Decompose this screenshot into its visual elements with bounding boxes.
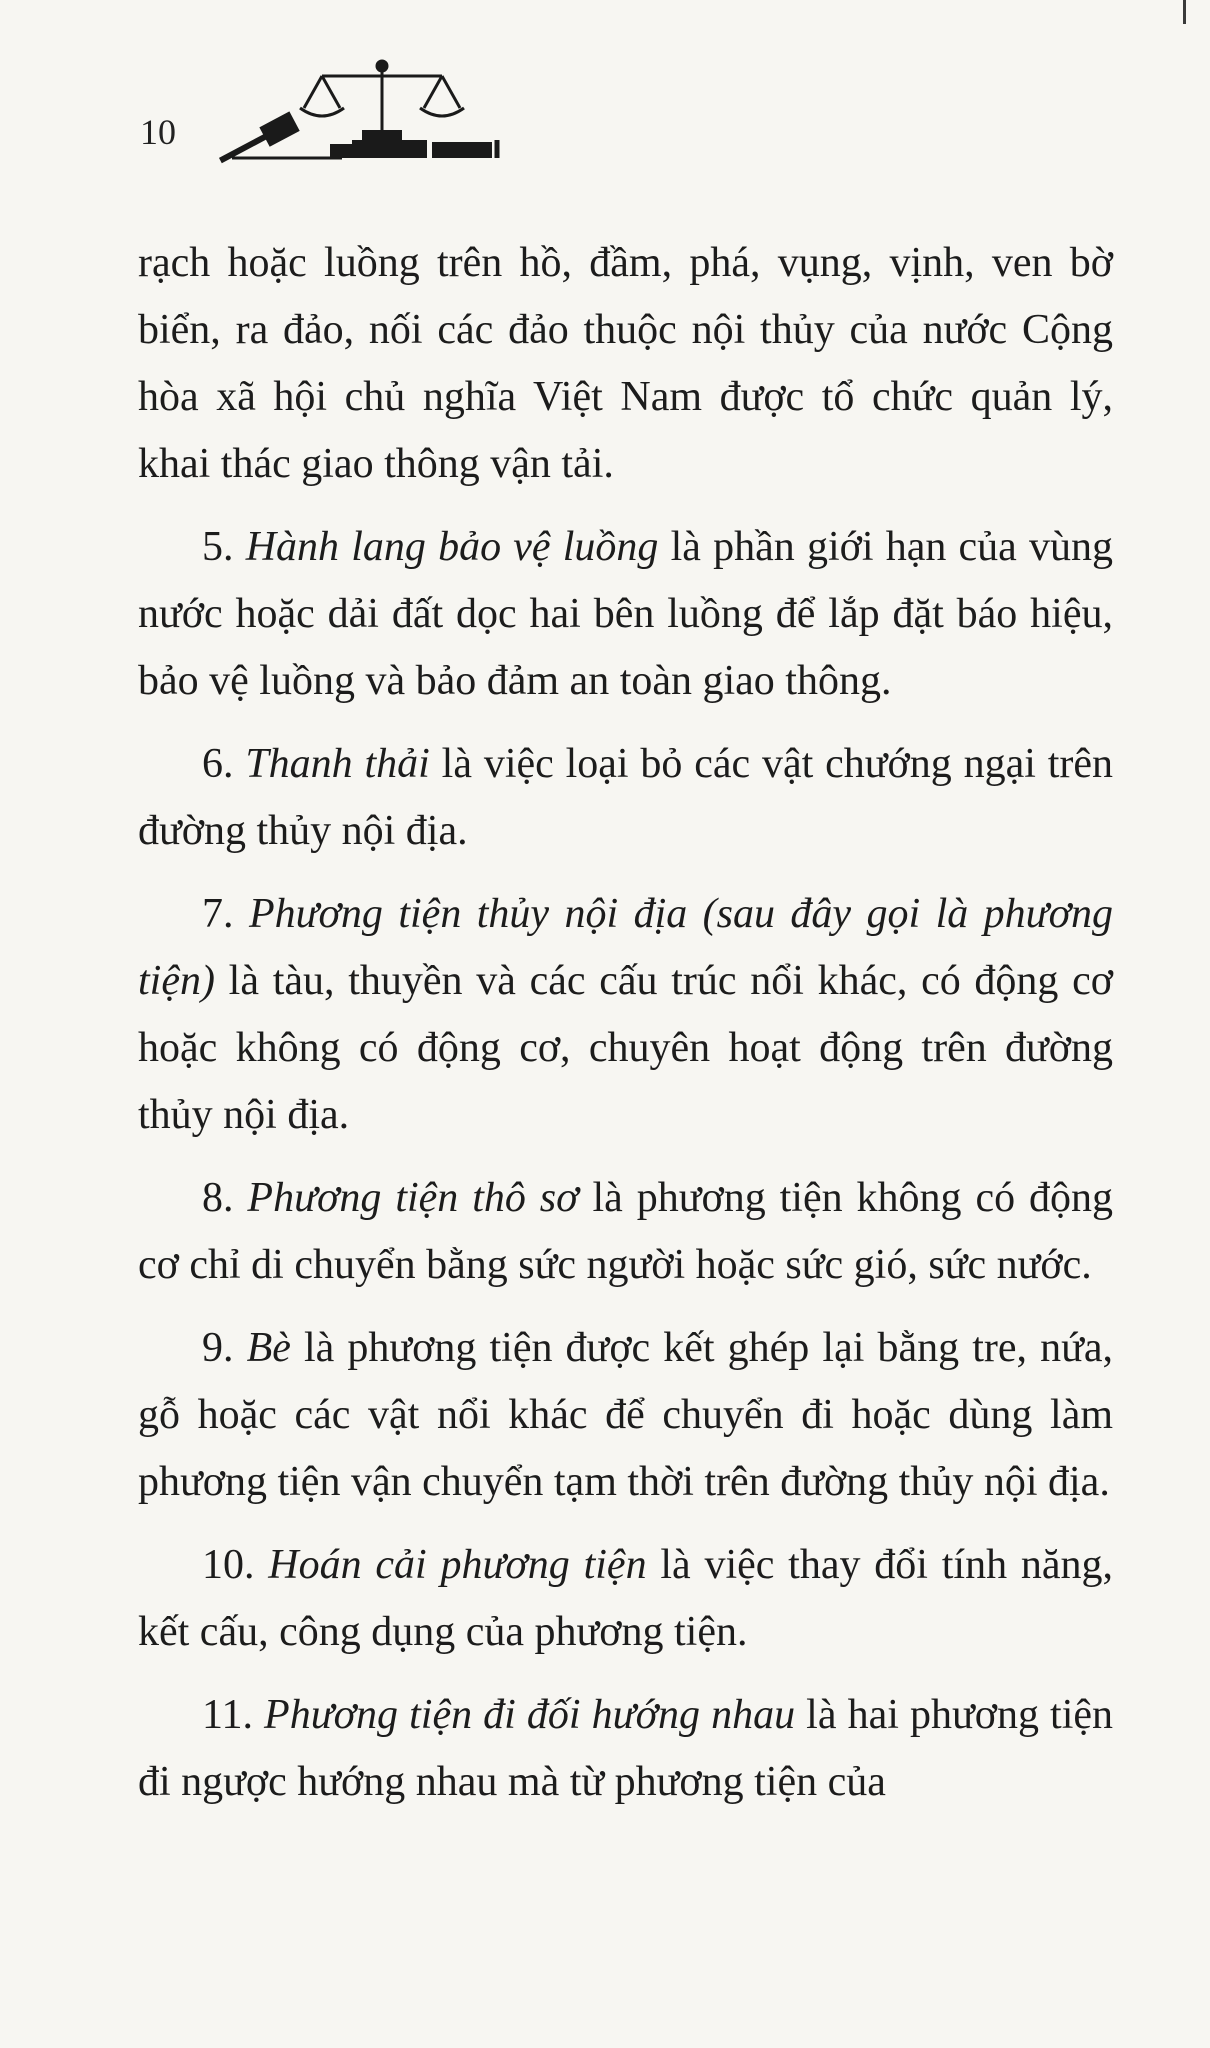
paragraph-item-11 <box>138 1682 1113 1816</box>
definition-text: là phần giới hạn của vùng nước hoặc dải đất dọc hai bên luồng để lắp đặt báo hiệu, bảo vệ luồng và bảo đảm an toàn giao thông. <box>138 524 1114 704</box>
item-number: 6. <box>202 741 234 787</box>
paragraph-continued <box>138 230 1113 498</box>
definition-text: là phương tiện được kết ghép lại bằng tre, nứa, gỗ hoặc các vật nổi khác để chuyển đi hoặc dùng làm phương tiện vận chuyển tạm thời trên đường thủy nội địa. <box>138 1325 1114 1505</box>
item-number: 10. <box>202 1542 255 1588</box>
defined-term: Phương tiện thô sơ <box>247 1175 579 1221</box>
paragraph-item-6 <box>138 731 1113 865</box>
defined-term: Hoán cải phương tiện <box>268 1542 647 1588</box>
item-number: 8. <box>202 1175 234 1221</box>
scan-edge-mark <box>1183 0 1186 24</box>
definition-text: là phương tiện không có động cơ chỉ di chuyển bằng sức người hoặc sức gió, sức nước. <box>138 1175 1114 1288</box>
definition-text: là việc thay đổi tính năng, kết cấu, công dụng của phương tiện. <box>138 1542 1113 1655</box>
item-number: 11. <box>202 1692 253 1738</box>
defined-term: Phương tiện thủy nội địa (sau đây gọi là phương tiện) <box>138 891 1114 1004</box>
definition-text: là việc loại bỏ các vật chướng ngại trên đường thủy nội địa. <box>138 741 1113 854</box>
paragraph-text: rạch hoặc luồng trên hồ, đầm, phá, vụng, vịnh, ven bờ biển, ra đảo, nối các đảo thuộc nội thủy của nước Cộng hòa xã hội chủ nghĩa Việt Nam được tổ chức quản lý, khai thác giao thông vận tải. <box>138 240 1113 487</box>
item-number: 9. <box>202 1325 234 1371</box>
scales-of-justice-and-gavel-icon <box>212 58 512 168</box>
defined-term: Thanh thải <box>245 741 430 787</box>
paragraph-item-7 <box>138 881 1113 1149</box>
item-number: 5. <box>202 524 234 570</box>
definition-text: là tàu, thuyền và các cấu trúc nổi khác, có động cơ hoặc không có động cơ, chuyên hoạt động trên đường thủy nội địa. <box>138 958 1113 1138</box>
paragraph-item-5 <box>138 514 1113 715</box>
definition-text: là hai phương tiện đi ngược hướng nhau mà từ phương tiện của <box>138 1692 1114 1805</box>
item-number: 7. <box>202 891 234 937</box>
page-header <box>140 58 400 168</box>
document-body <box>138 230 1113 1832</box>
page-number: 10 <box>140 112 176 152</box>
defined-term: Bè <box>246 1325 291 1371</box>
defined-term: Hành lang bảo vệ luồng <box>245 524 659 570</box>
defined-term: Phương tiện đi đối hướng nhau <box>264 1692 796 1738</box>
paragraph-item-8 <box>138 1165 1113 1299</box>
paragraph-item-10 <box>138 1532 1113 1666</box>
paragraph-item-9 <box>138 1315 1113 1516</box>
